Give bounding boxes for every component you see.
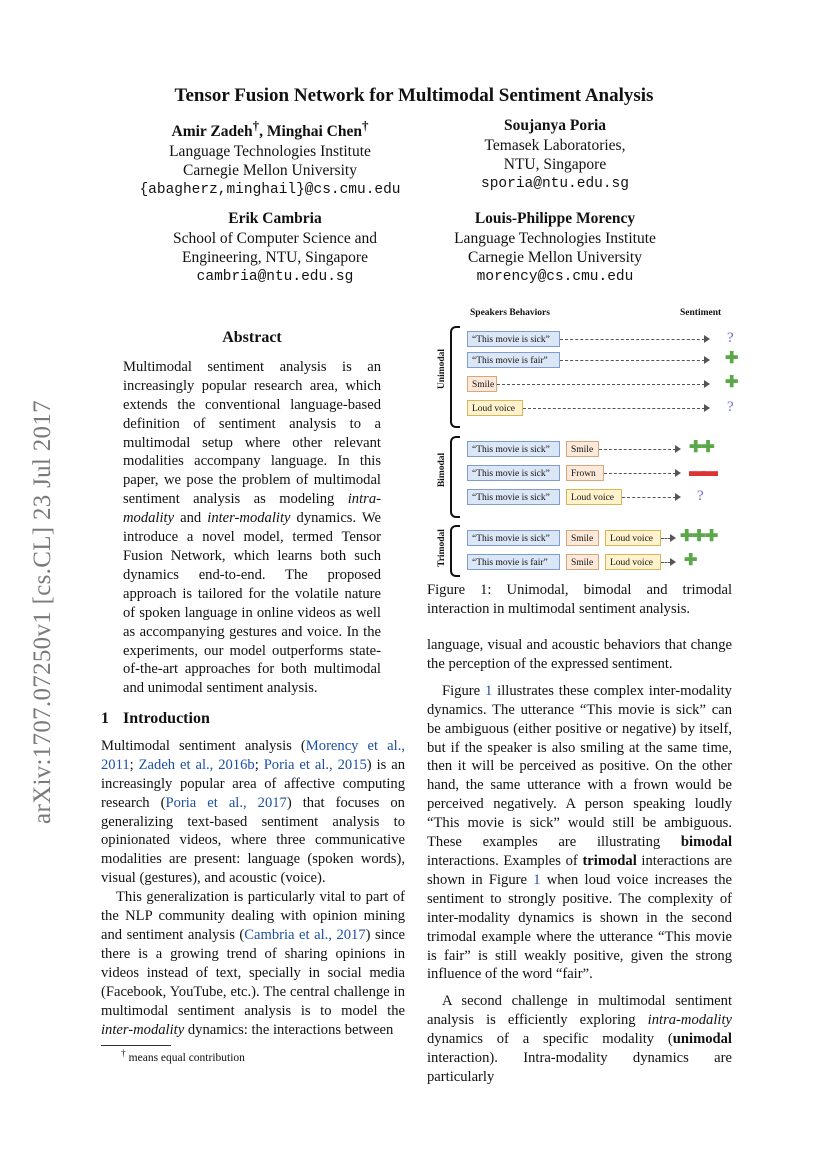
arrowhead-icon (675, 469, 681, 477)
dashed-arrow (560, 360, 705, 361)
text-run: Multimodal sentiment analysis is an increasingly popular research area, which extends the conventional language-based definition of sentiment analysis to a multimodal setup where other relevant modalities accompany language. In this paper, we pose the problem of multimodal sentiment analysis as modeling (123, 358, 381, 508)
footnote-divider (101, 1045, 171, 1046)
affiliation-line: Language Technologies Institute (169, 142, 371, 160)
text-run: dynamics of a specific modality ( (427, 1031, 673, 1048)
acoustic-behavior-box: Loud voice (566, 489, 622, 505)
text-run: dynamics: the interactions between (184, 1021, 394, 1038)
arrowhead-icon (675, 445, 681, 453)
text-run: Multimodal sentiment analysis ( (101, 737, 306, 754)
affiliation-line: Carnegie Mellon University (468, 249, 642, 266)
visual-behavior-box: Smile (467, 376, 497, 392)
footnote-mark: † (121, 1048, 126, 1059)
author-block-cambria (110, 209, 440, 287)
figure-caption: Figure 1: Unimodal, bimodal and trimodal interaction in multimodal sentiment analysis. (427, 582, 732, 617)
visual-behavior-box: Frown (566, 465, 604, 481)
footnote (101, 1048, 405, 1064)
author-name: Louis-Philippe Morency (474, 210, 636, 227)
figure-reference-link[interactable]: 1 (484, 682, 493, 699)
text-run: ) is an increasingly popular area of affective computing research ( (101, 756, 405, 811)
emphasis: intra-modality (123, 491, 381, 527)
sentiment-unknown-icon: ? (727, 399, 733, 415)
arrowhead-icon (704, 356, 710, 364)
text-run: Figure (442, 682, 485, 699)
dashed-arrow (560, 339, 705, 340)
affiliation-line: School of Computer Science and (172, 229, 378, 247)
visual-behavior-box: Smile (566, 530, 599, 546)
paper-title: Tensor Fusion Network for Multimodal Sentiment Analysis (174, 85, 654, 106)
verbal-behavior-box: “This movie is sick” (467, 465, 560, 481)
arrowhead-icon (670, 534, 676, 542)
text-run: interactions. Examples of (427, 852, 583, 869)
text-run: A second challenge in multimodal sentiment analysis is efficiently exploring (427, 993, 732, 1029)
text-run: and (174, 510, 208, 527)
sentiment-positive-icon: ✚ (725, 350, 738, 367)
section-title: Introduction (123, 710, 210, 727)
author-name: , Minghai Chen (259, 123, 363, 141)
group-brace (450, 525, 460, 577)
equal-contribution-mark: † (252, 118, 260, 133)
affiliation-line: Temasek Laboratories, (484, 136, 626, 154)
author-name: Erik Cambria (228, 210, 322, 227)
citation-link[interactable]: Poria et al., 2015 (263, 756, 367, 773)
footnote-text: means equal contribution (125, 1051, 245, 1064)
dashed-arrow (599, 449, 676, 450)
text-run: ; (254, 756, 264, 773)
introduction-section (101, 710, 405, 1039)
sentiment-positive-icon: ✚ (684, 552, 697, 569)
sentiment-positive-icon: ✚✚ (689, 439, 714, 456)
text-run: ) that focuses on generalizing text-based sentiment analysis to opinionated videos, where three communicative modalities are present: language (spoken words), visual (gestures), and acoustic (voice). (101, 794, 405, 887)
text-run: dynamics. We introduce a novel model, termed Tensor Fusion Network, which learns both such dynamics end-to-end. The proposed approach is tailored for the volatile nature of spoken language in online videos as well as accompanying gestures and voice. In the experiments, our model outperforms state-of-the-art approaches for both multimodal and unimodal sentiment analysis. (123, 510, 381, 697)
bold-term: unimodal (672, 1031, 732, 1048)
emphasis: inter-modality (207, 510, 291, 527)
author-block-morency (415, 209, 695, 287)
verbal-behavior-box: “This movie is fair” (467, 554, 560, 570)
affiliation-line: Engineering, NTU, Singapore (182, 249, 368, 266)
sentiment-negative-icon: ▬▬ (689, 463, 715, 480)
author-name: Soujanya Poria (503, 117, 607, 134)
figure-reference-link[interactable]: 1 (533, 871, 541, 888)
author-names (105, 116, 435, 142)
abstract-text (123, 358, 381, 698)
section-heading (101, 710, 405, 729)
arrowhead-icon (704, 335, 710, 343)
figure-1-diagram (430, 300, 738, 585)
acoustic-behavior-box: Loud voice (605, 530, 661, 546)
dashed-arrow (523, 408, 705, 409)
abstract-section (123, 329, 381, 698)
sentiment-unknown-icon: ? (697, 488, 703, 504)
author-block-poria (430, 116, 680, 194)
verbal-behavior-box: “This movie is sick” (467, 530, 560, 546)
author-email: cambria@ntu.edu.sg (196, 268, 354, 285)
arrowhead-icon (670, 558, 676, 566)
text-run: illustrates these complex inter-modality dynamics. The utterance “This movie is sick” can be ambiguous (either positive or negative) by itself, but if the speaker is also smiling at the same time, then it will be perceived as positive. On the other hand, the same utterance with a frown would be perceived negatively. A person speaking loudly “This movie is sick” would still be ambiguous. These examples are illustrating (427, 682, 732, 851)
text-run: ) since there is a growing trend of sharing opinions in videos instead of text, specially in social media (Facebook, YouTube, etc.). The central challenge in multimodal sentiment analysis is to model the (101, 926, 406, 1019)
arrowhead-icon (675, 493, 681, 501)
text-run: when loud voice increases the sentiment to strongly positive. The complexity of inter-modality dynamics is shown in the second trimodal example where the utterance “This movie is fair” is still weakly positive, given the strong influence of the word “fair”. (427, 871, 732, 983)
verbal-behavior-box: “This movie is sick” (467, 441, 560, 457)
verbal-behavior-box: “This movie is fair” (467, 352, 560, 368)
visual-behavior-box: Smile (566, 554, 599, 570)
emphasis: inter-modality (101, 1021, 185, 1038)
author-name: Amir Zadeh (171, 123, 253, 141)
group-brace (450, 326, 460, 428)
verbal-behavior-box: “This movie is sick” (467, 489, 560, 505)
affiliation-line: NTU, Singapore (503, 156, 607, 173)
citation-link[interactable]: Poria et al., 2017 (165, 794, 287, 811)
citation-link[interactable]: Morency et al., 2011 (101, 737, 406, 773)
figure-header-sentiment: Sentiment (680, 308, 722, 318)
right-paragraph-2 (427, 682, 732, 985)
text-run: interaction). Intra-modality dynamics are particularly (427, 1050, 732, 1085)
emphasis: intra-modality (647, 1012, 732, 1029)
dashed-arrow (497, 384, 705, 385)
author-block-zadeh-chen (105, 116, 435, 200)
citation-link[interactable]: Zadeh et al., 2016b (138, 756, 255, 773)
right-column-text (427, 636, 732, 1087)
affiliation-line: Language Technologies Institute (454, 229, 656, 247)
author-email: sporia@ntu.edu.sg (481, 175, 629, 192)
acoustic-behavior-box: Loud voice (605, 554, 661, 570)
arxiv-identifier-stamp: arXiv:1707.07250v1 [cs.CL] 23 Jul 2017 (29, 400, 56, 824)
intro-paragraph-2 (101, 888, 405, 1039)
bold-term: trimodal (582, 852, 637, 869)
right-paragraph-1: language, visual and acoustic behaviors that change the perception of the expressed sentiment. (427, 637, 732, 672)
verbal-behavior-box: “This movie is sick” (467, 331, 560, 347)
affiliation-line: Carnegie Mellon University (183, 162, 357, 180)
group-label-unimodal: Unimodal (437, 348, 447, 390)
acoustic-behavior-box: Loud voice (467, 400, 523, 416)
visual-behavior-box: Smile (566, 441, 599, 457)
arrowhead-icon (704, 380, 710, 388)
section-number: 1 (101, 710, 109, 727)
group-brace (450, 436, 460, 518)
group-label-bimodal: Bimodal (437, 452, 447, 488)
right-paragraph-3 (427, 992, 732, 1087)
arrowhead-icon (704, 404, 710, 412)
text-run: This generalization is particularly vital to part of the NLP community dealing with opinion mining and sentiment analysis ( (101, 889, 405, 943)
figure-header-behaviors: Speakers Behaviors (470, 308, 550, 318)
bold-term: bimodal (680, 834, 732, 851)
sentiment-positive-icon: ✚✚✚ (680, 528, 718, 545)
text-run: ; (129, 756, 139, 773)
intro-paragraph-1 (101, 737, 405, 888)
group-label-trimodal: Trimodal (437, 529, 447, 567)
author-email: morency@cs.cmu.edu (476, 268, 634, 285)
text-run: interactions are shown in Figure (427, 852, 732, 888)
author-email: {abagherz,minghail}@cs.cmu.edu (139, 181, 401, 198)
abstract-heading: Abstract (222, 329, 282, 346)
sentiment-positive-icon: ✚ (725, 374, 738, 391)
sentiment-unknown-icon: ? (727, 330, 733, 346)
citation-link[interactable]: Cambria et al., 2017 (244, 926, 366, 943)
dashed-arrow (622, 497, 676, 498)
dashed-arrow (604, 473, 676, 474)
equal-contribution-mark: † (362, 118, 369, 133)
